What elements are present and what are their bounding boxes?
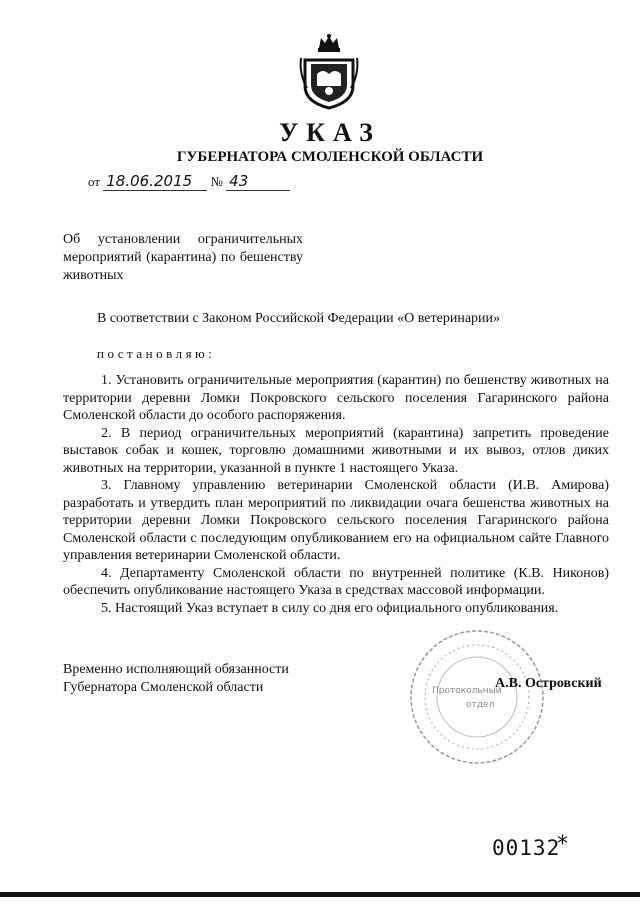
- document-subtitle: ГУБЕРНАТОРА СМОЛЕНСКОЙ ОБЛАСТИ: [176, 149, 484, 165]
- preamble: В соответствии с Законом Российской Федерации «О ветеринарии»: [97, 311, 501, 326]
- round-seal-stamp: [404, 627, 550, 767]
- decree-items: [63, 372, 609, 617]
- document-number: 00132: [492, 836, 561, 860]
- coat-of-arms-emblem: [297, 34, 361, 110]
- decree-item: 5. Настоящий Указ вступает в силу со дня его официального опубликования.: [101, 600, 559, 616]
- number-value: 43: [226, 172, 290, 191]
- signatory-position-line: Губернатора Смоленской области: [63, 680, 264, 695]
- date-prefix: от: [88, 174, 101, 189]
- decree-item: 3. Главному управлению ветеринарии Смоленской области (И.В. Амирова) разработать и утвердить план мероприятий по ликвидации очага бешенства животных на территории деревни Ломки Покровского сельского поселения Гагаринского района Смоленской области с последующим опубликованием его на официальном сайте Главного управления ветеринарии Смоленской области.: [63, 478, 609, 563]
- decree-word: постановляю:: [97, 346, 216, 361]
- date-value: 18.06.2015: [103, 172, 207, 191]
- signatory-position-line: Временно исполняющий обязанности: [63, 662, 289, 677]
- number-prefix: №: [210, 174, 223, 189]
- document-mark: *: [557, 832, 568, 857]
- bottom-border-line: [0, 892, 640, 897]
- decree-item: 1. Установить ограничительные мероприятия (карантин) по бешенству животных на территории деревни Ломки Покровского сельского поселения Гагаринского района Смоленской области до особого распоряжения.: [63, 373, 609, 423]
- decree-item: 2. В период ограничительных мероприятий (карантина) запретить проведение выставок собак и кошек, торговлю домашними животными и их вывоз, отлов диких животных на территории, указанной в пункте 1 настоящего Указа.: [63, 425, 609, 476]
- signatory-name: А.В. Островский: [495, 676, 602, 691]
- stamp-text: отдел: [466, 700, 495, 710]
- signatory-position: [63, 661, 289, 697]
- decree-item: 4. Департаменту Смоленской области по внутренней политике (К.В. Никонов) обеспечить опубликование настоящего Указа в средствах массовой информации.: [63, 565, 609, 598]
- date-number-line: [88, 172, 290, 191]
- document-subject: Об установлении ограничительных мероприятий (карантина) по бешенству животных: [63, 232, 303, 283]
- document-title: УКАЗ: [279, 118, 381, 147]
- stamp-text: Протокольный: [432, 686, 502, 696]
